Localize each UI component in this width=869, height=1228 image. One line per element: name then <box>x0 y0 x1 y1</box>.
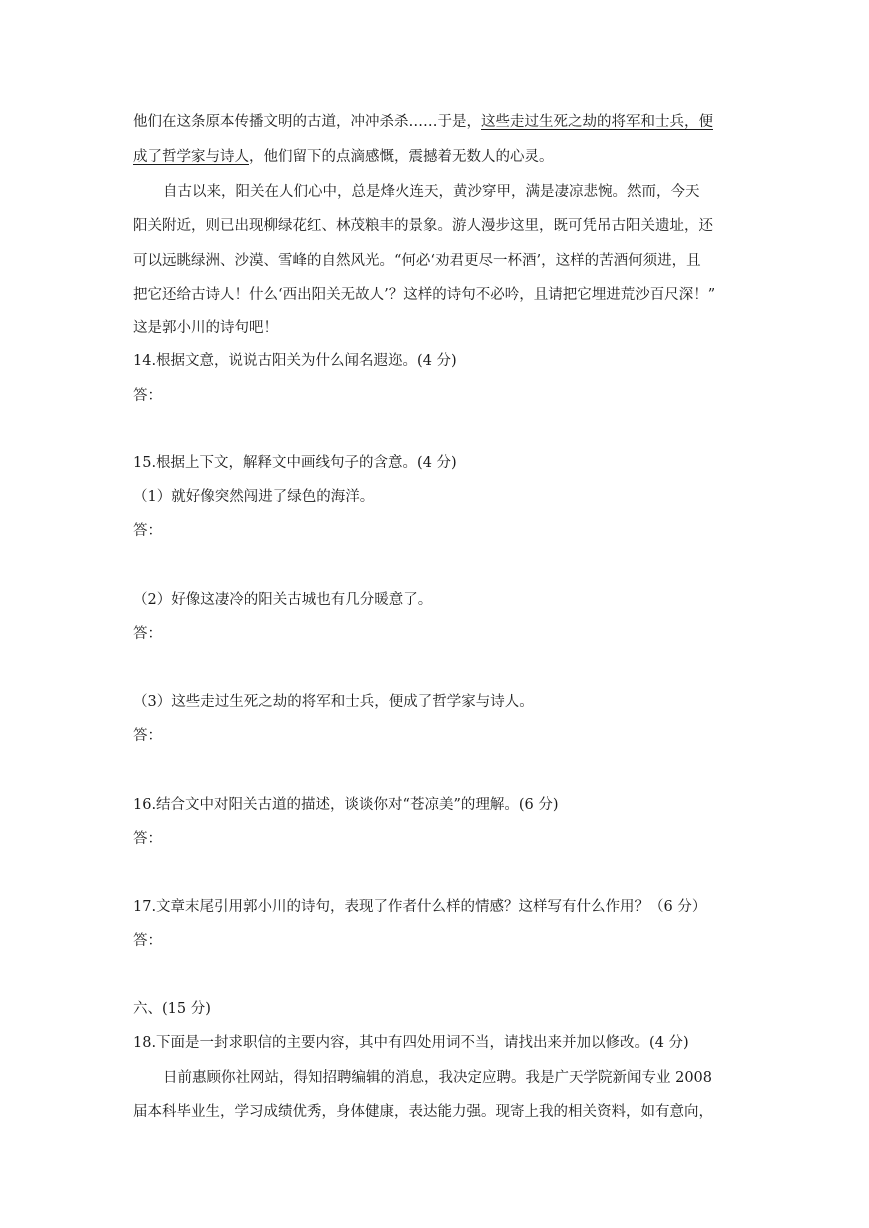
answer-label: 答： <box>133 831 162 847</box>
passage-line <box>133 112 743 132</box>
question-15-2: （2）好像这凄冷的阳关古城也有几分暖意了。 <box>133 592 433 608</box>
section-6-heading: 六、(15 分) <box>133 1001 211 1017</box>
underlined-sentence: 成了哲学家与诗人 <box>133 149 249 165</box>
question-15-3: （3）这些走过生死之劫的将军和士兵，便成了哲学家与诗人。 <box>133 694 534 710</box>
underlined-sentence: 这些走过生死之劫的将军和士兵，便 <box>481 114 713 130</box>
answer-label: 答： <box>133 933 162 949</box>
answer-label: 答： <box>133 728 162 744</box>
passage-line: 可以远眺绿洲、沙漠、雪峰的自然风光。“何必‘劝君更尽一杯酒’，这样的苦酒何须进，且 <box>133 253 701 269</box>
passage-line: 这是郭小川的诗句吧！ <box>133 320 278 336</box>
question-15: 15.根据上下文，解释文中画线句子的含意。(4 分) <box>133 455 457 471</box>
answer-label: 答： <box>133 523 162 539</box>
passage-text: ，他们留下的点滴感慨，震撼着无数人的心灵。 <box>249 149 554 165</box>
letter-line: 届本科毕业生，学习成绩优秀，身体健康，表达能力强。现寄上我的相关资料，如有意向， <box>133 1104 713 1120</box>
passage-line: 阳关附近，则已出现柳绿花红、林茂粮丰的景象。游人漫步这里，既可凭吊古阳关遗址，还 <box>133 218 713 234</box>
letter-line: 日前惠顾你社网站，得知招聘编辑的消息，我决定应聘。我是广天学院新闻专业 2008 <box>163 1070 713 1086</box>
question-15-1: （1）就好像突然闯进了绿色的海洋。 <box>133 489 375 505</box>
passage-line <box>133 147 743 167</box>
passage-text: 他们在这条原本传播文明的古道，冲冲杀杀……于是， <box>133 114 481 130</box>
answer-label: 答： <box>133 626 162 642</box>
question-17: 17.文章末尾引用郭小川的诗句，表现了作者什么样的情感？这样写有什么作用？（6 分） <box>133 899 707 915</box>
question-16: 16.结合文中对阳关古道的描述，谈谈你对“苍凉美”的理解。(6 分) <box>133 797 559 813</box>
passage-line: 把它还给古诗人！什么‘西出阳关无故人’？这样的诗句不必吟，且请把它埋进荒沙百尺深！” <box>133 287 716 303</box>
question-14: 14.根据文意，说说古阳关为什么闻名遐迩。(4 分) <box>133 353 457 369</box>
question-18: 18.下面是一封求职信的主要内容，其中有四处用词不当，请找出来并加以修改。(4 分) <box>133 1035 689 1051</box>
answer-label: 答： <box>133 388 162 404</box>
passage-line: 自古以来，阳关在人们心中，总是烽火连天，黄沙穿甲，满是凄凉悲惋。然而，今天 <box>163 184 700 200</box>
